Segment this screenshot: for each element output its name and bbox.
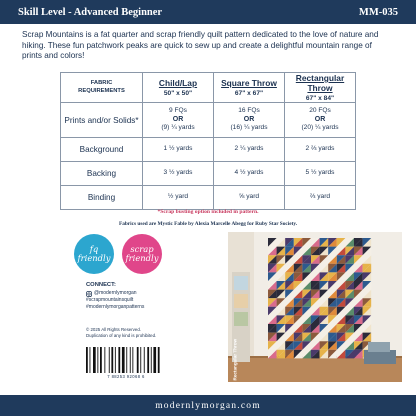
table-row (61, 103, 356, 138)
copyright-notice: © 2025 All Rights Reserved. Duplication of any kind is prohibited. (86, 327, 157, 339)
table-row (61, 186, 356, 210)
quilt-photo (228, 232, 402, 382)
row-label: Binding (61, 186, 143, 210)
size-dims: 50" x 50" (163, 90, 193, 97)
table-row (61, 162, 356, 186)
connect-title: CONNECT: (86, 282, 116, 288)
photo-label: Rectangular Throw (232, 338, 238, 381)
instagram-icon (86, 291, 92, 297)
size-header (285, 73, 356, 103)
scrap-note: *Scrap busting option included in pattern. (157, 209, 259, 215)
barcode (84, 346, 168, 374)
size-dims: 67" x 67" (234, 90, 264, 97)
size-header (214, 73, 285, 103)
table-cell: ½ yard (143, 186, 214, 210)
row-label: Backing (61, 162, 143, 186)
table-corner-label: FABRIC REQUIREMENTS (61, 73, 143, 103)
fabric-note: Fabrics used are Mystic Fable by Alexia Marcelle Abegg for Ruby Star Society. (118, 221, 298, 227)
table-cell: ⅝ yard (214, 186, 285, 210)
social-handle[interactable]: @modernlymorgan (86, 290, 196, 297)
table-cell: 4 ½ yards (214, 162, 285, 186)
header-bar (0, 0, 416, 24)
fabric-requirements-table (60, 72, 356, 210)
table-cell: ⅔ yard (285, 186, 356, 210)
table-cell: 2 ⅔ yards (285, 138, 356, 162)
row-label: Background (61, 138, 143, 162)
table-cell: 5 ½ yards (285, 162, 356, 186)
barcode-digits: 7 88253 92068 6 (107, 374, 145, 379)
size-dims: 67" x 84" (305, 95, 335, 102)
table-cell: 16 FQs OR (16) ¼ yards (214, 103, 285, 138)
scrap-friendly-badge: scrap friendly (122, 234, 162, 274)
hashtag: #modernlymorganpatterns (86, 304, 145, 311)
skill-level: Skill Level - Advanced Beginner (18, 6, 163, 18)
table-row (61, 138, 356, 162)
table-cell: 9 FQs OR (9) ¼ yards (143, 103, 214, 138)
connect-section (86, 282, 196, 312)
size-name: Child/Lap (158, 78, 198, 88)
fq-friendly-badge: fq friendly (74, 234, 114, 274)
hashtag: #scrapmountainsquilt (86, 297, 134, 304)
table-cell: 2 ¼ yards (214, 138, 285, 162)
size-header (143, 73, 214, 103)
footer-website[interactable]: modernlymorgan.com (0, 395, 416, 416)
pattern-code: MM-035 (358, 6, 398, 18)
size-name: Rectangular Throw (295, 73, 345, 93)
table-cell: 1 ½ yards (143, 138, 214, 162)
table-cell: 20 FQs OR (20) ¼ yards (285, 103, 356, 138)
table-header-row (61, 73, 356, 103)
table-cell: 3 ½ yards (143, 162, 214, 186)
size-name: Square Throw (221, 78, 277, 88)
intro-paragraph: Scrap Mountains is a fat quarter and scrap friendly quilt pattern dedicated to the love of nature and hiking. These fun patchwork peaks are quick to sew up and create a delightful mountain range of prints and colors! (22, 30, 379, 61)
row-label: Prints and/or Solids* (61, 103, 143, 138)
